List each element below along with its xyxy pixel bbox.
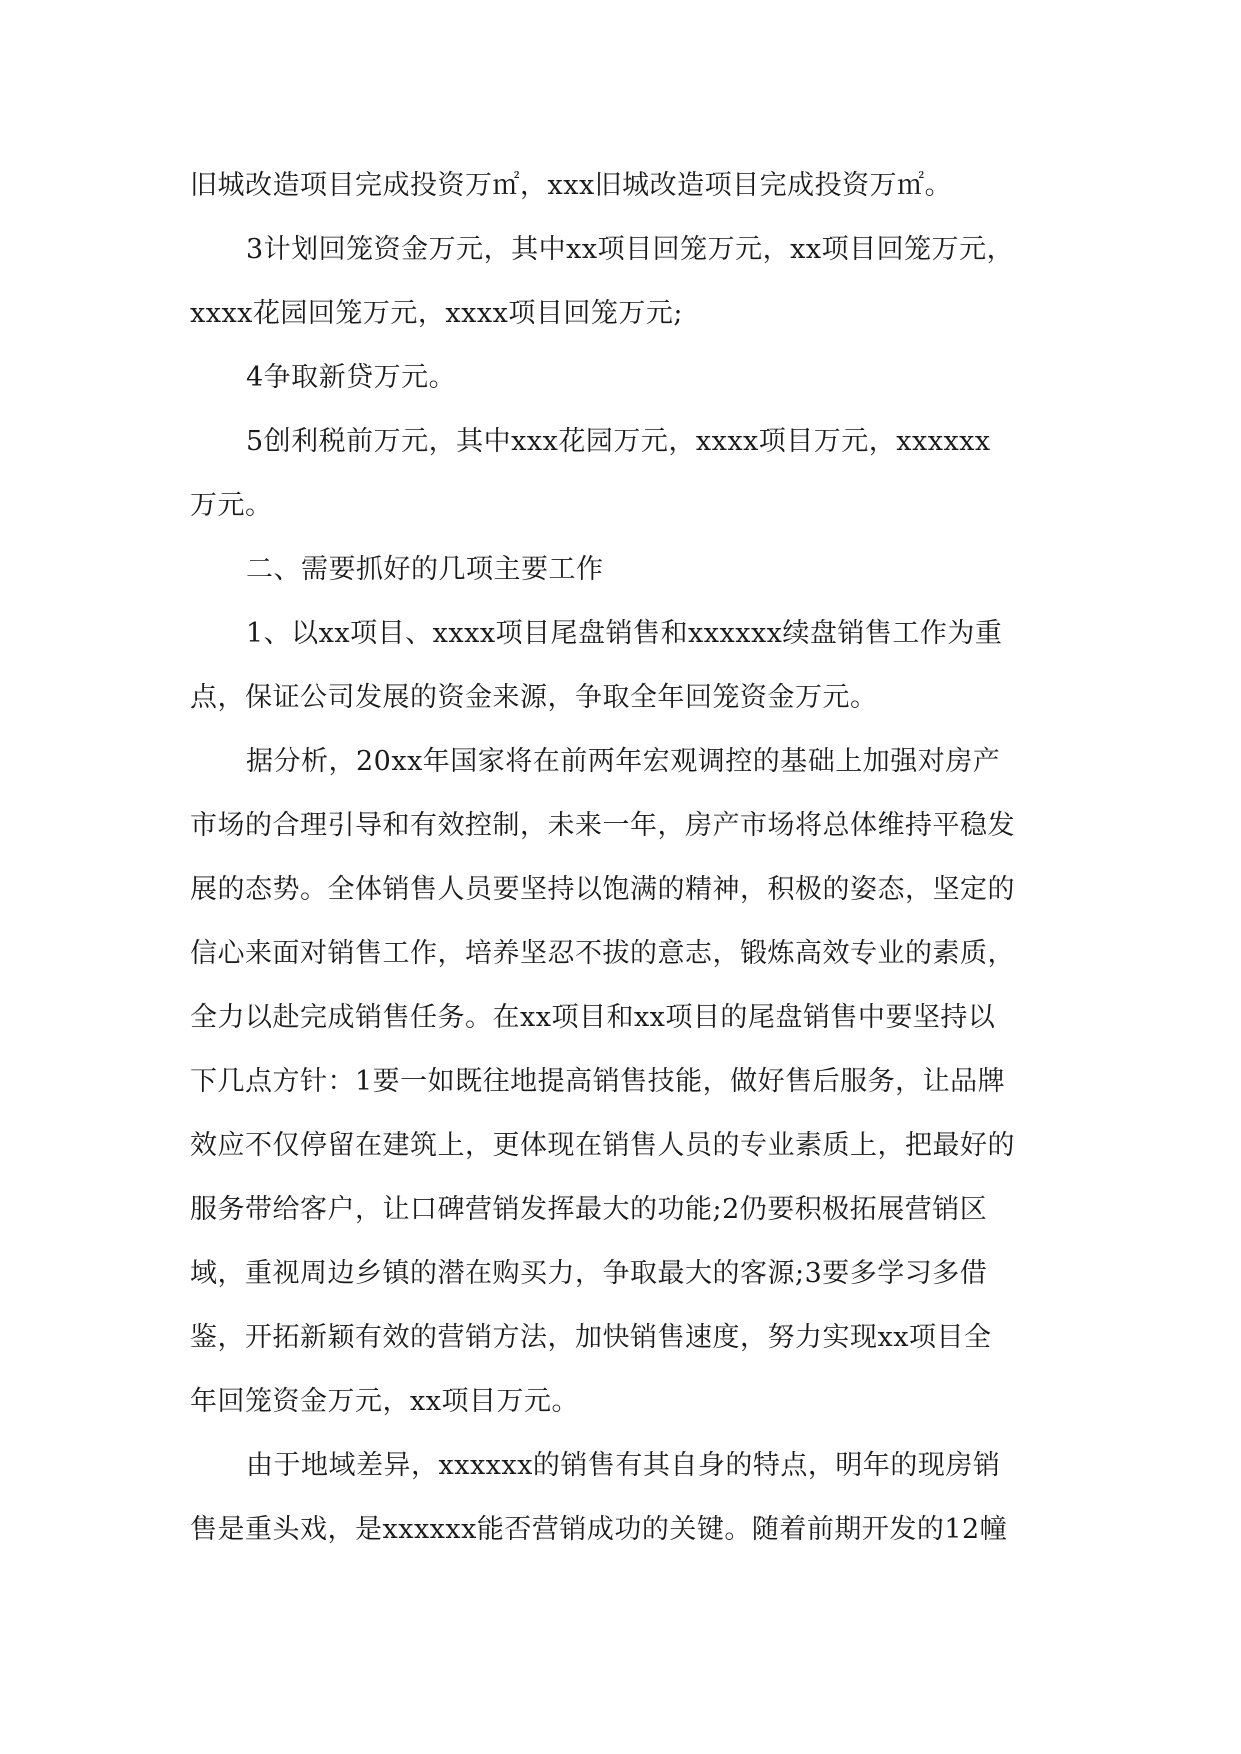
text-line-16: 效应不仅停留在建筑上，更体现在销售人员的专业素质上，把最好的 [190,1130,1015,1161]
text-line-20: 年回笼资金万元，xx项目万元。 [190,1386,579,1417]
text-line-17: 服务带给客户，让口碑营销发挥最大的功能;2仍要积极拓展营销区 [190,1194,988,1225]
text-line-9: 点，保证公司发展的资金来源，争取全年回笼资金万元。 [190,682,878,713]
text-line-19: 鉴，开拓新颖有效的营销方法，加快销售速度，努力实现xx项目全 [190,1322,992,1353]
text-line-15: 下几点方针：1要一如既往地提高销售技能，做好售后服务，让品牌 [190,1066,1006,1097]
text-line-10: 据分析，20xx年国家将在前两年宏观调控的基础上加强对房产 [246,746,1001,777]
text-line-4: 4争取新贷万元。 [246,362,457,393]
text-line-3: xxxx花园回笼万元，xxxx项目回笼万元; [190,298,683,329]
text-line-2: 3计划回笼资金万元，其中xx项目回笼万元，xx项目回笼万元， [246,234,1015,265]
text-line-18: 域，重视周边乡镇的潜在购买力，争取最大的客源;3要多学习多借 [190,1258,988,1289]
text-line-8: 1、以xx项目、xxxx项目尾盘销售和xxxxxx续盘销售工作为重 [246,618,1003,649]
text-line-1: 旧城改造项目完成投资万㎡，xxx旧城改造项目完成投资万㎡。 [190,170,953,201]
text-line-11: 市场的合理引导和有效控制，未来一年，房产市场将总体维持平稳发 [190,810,1015,841]
text-line-12: 展的态势。全体销售人员要坚持以饱满的精神，积极的姿态，坚定的 [190,874,1015,905]
section-heading: 二、需要抓好的几项主要工作 [246,554,604,585]
text-line-5: 5创利税前万元，其中xxx花园万元，xxxx项目万元，xxxxxx [246,426,991,457]
text-line-6: 万元。 [190,490,273,521]
text-line-14: 全力以赴完成销售任务。在xx项目和xx项目的尾盘销售中要坚持以 [190,1002,996,1033]
text-line-21: 由于地域差异，xxxxxx的销售有其自身的特点，明年的现房销 [246,1450,1001,1481]
text-line-13: 信心来面对销售工作，培养坚忍不拔的意志，锻炼高效专业的素质， [190,938,1015,969]
text-line-22: 售是重头戏，是xxxxxx能否营销成功的关键。随着前期开发的12幢 [190,1514,1008,1545]
